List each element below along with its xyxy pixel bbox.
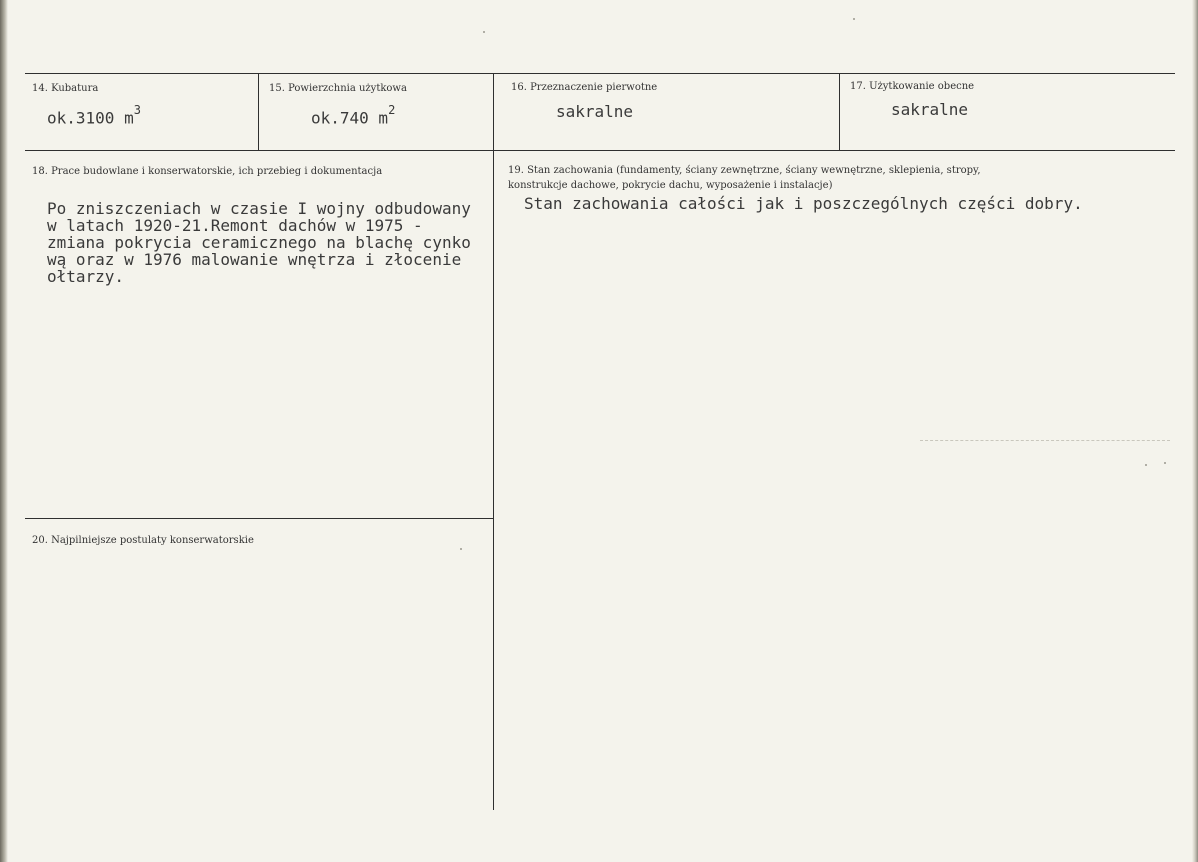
field-16-value: sakralne — [556, 102, 634, 121]
field-15-value — [311, 104, 395, 127]
field-15-label: 15. Powierzchnia użytkowa — [269, 83, 407, 94]
field-18-value — [47, 199, 493, 299]
field-18-line: Po zniszczeniach w czasie I wojny odbudowany — [47, 199, 471, 218]
field-14-value-text: ok.3100 m — [47, 108, 134, 128]
card-right-edge — [1192, 0, 1198, 862]
divider-15-16 — [493, 74, 494, 810]
divider-16-17 — [839, 74, 840, 150]
field-18-line: w latach 1920-21.Remont dachów w 1975 - — [47, 216, 423, 235]
top-rule — [25, 73, 1175, 74]
dust-speck — [483, 31, 485, 33]
row1-bottom-rule — [25, 150, 1175, 151]
divider-14-15 — [258, 74, 259, 150]
field-20-label: 20. Najpilniejsze postulaty konserwatorskie — [32, 535, 254, 546]
field-18-label: 18. Prace budowlane i konserwatorskie, ich przebieg i dokumentacja — [32, 166, 383, 177]
field-19-label-line2: konstrukcje dachowe, pokrycie dachu, wyposażenie i instalacje) — [508, 180, 833, 191]
field-17-value: sakralne — [891, 100, 969, 119]
row2-left-bottom-rule — [25, 518, 493, 519]
field-14-value — [47, 104, 141, 127]
dust-speck — [1164, 462, 1166, 464]
field-19-label-line1: 19. Stan zachowania (fundamenty, ściany zewnętrzne, ściany wewnętrzne, sklepienia, stropy, — [508, 165, 981, 176]
field-18-line: wą oraz w 1976 malowanie wnętrza i złocenie — [47, 250, 462, 269]
card-left-edge — [0, 0, 8, 862]
field-14-label: 14. Kubatura — [32, 83, 99, 94]
dust-speck — [1145, 464, 1147, 466]
field-19-value: Stan zachowania całości jak i poszczególnych części dobry. — [524, 194, 1083, 213]
field-15-unit-exponent: 2 — [388, 103, 396, 117]
field-16-label: 16. Przeznaczenie pierwotne — [511, 82, 658, 93]
field-17-label: 17. Użytkowanie obecne — [850, 81, 975, 92]
dust-speck — [853, 18, 855, 20]
field-18-line: zmiana pokrycia ceramicznego na blachę cynko — [47, 233, 471, 252]
dust-speck — [460, 548, 462, 550]
field-18-line: ołtarzy. — [47, 267, 125, 286]
faint-mark — [920, 440, 1170, 441]
field-15-value-text: ok.740 m — [311, 108, 389, 128]
field-14-unit-exponent: 3 — [133, 103, 141, 117]
